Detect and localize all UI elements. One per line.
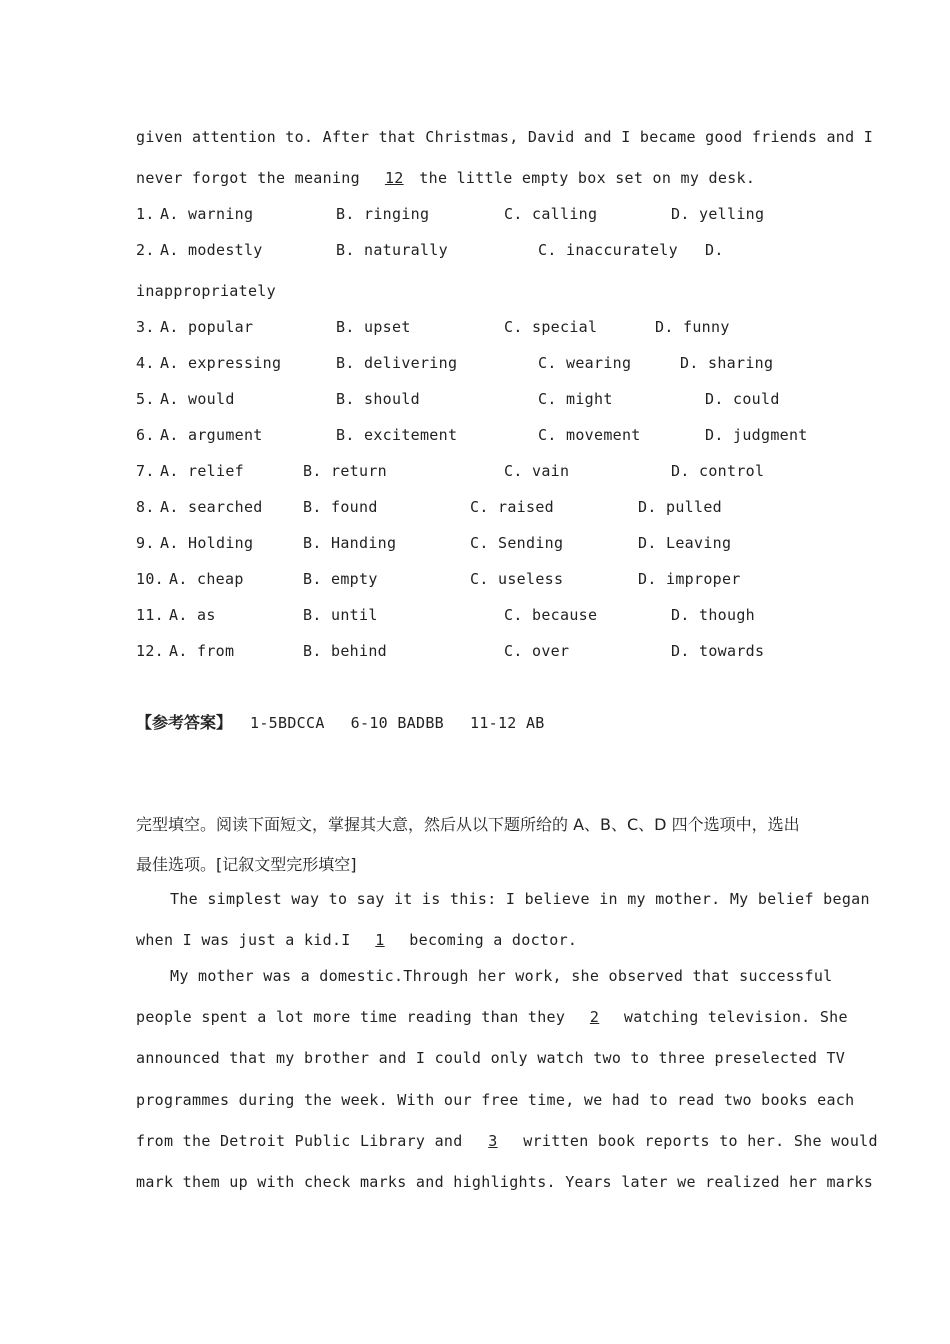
option-b: B. return bbox=[303, 462, 387, 480]
answer-part: 11-12 AB bbox=[469, 714, 545, 732]
option-a: A. expressing bbox=[160, 354, 282, 372]
instruction-line: 完型填空。阅读下面短文，掌握其大意，然后从以下题所给的 A、B、C、D 四个选项中，选出 bbox=[136, 815, 800, 834]
option-number: 6. bbox=[136, 426, 155, 444]
option-number: 11. bbox=[136, 606, 164, 624]
passage-line: My mother was a domestic.Through her work, she observed that successful bbox=[170, 967, 833, 985]
option-number: 5. bbox=[136, 390, 155, 408]
option-b: B. should bbox=[336, 390, 420, 408]
option-a: A. warning bbox=[160, 205, 254, 223]
option-number: 1. bbox=[136, 205, 155, 223]
option-b: B. behind bbox=[303, 642, 387, 660]
answer-key bbox=[136, 710, 545, 733]
passage-text: from the Detroit Public Library and bbox=[136, 1132, 472, 1150]
option-d: D. towards bbox=[671, 642, 765, 660]
option-b: B. Handing bbox=[303, 534, 397, 552]
option-number: 3. bbox=[136, 318, 155, 336]
option-b: B. excitement bbox=[336, 426, 458, 444]
option-a: A. cheap bbox=[169, 570, 244, 588]
option-d: D. could bbox=[705, 390, 780, 408]
option-number: 10. bbox=[136, 570, 164, 588]
option-a: A. from bbox=[169, 642, 235, 660]
option-c: C. vain bbox=[504, 462, 570, 480]
option-b: B. until bbox=[303, 606, 378, 624]
option-c: C. over bbox=[504, 642, 570, 660]
passage-line bbox=[136, 169, 755, 187]
passage-line bbox=[136, 1008, 848, 1026]
option-number: 2. bbox=[136, 241, 155, 259]
option-a: A. popular bbox=[160, 318, 254, 336]
option-number: 12. bbox=[136, 642, 164, 660]
instruction-line: 最佳选项。[记叙文型完形填空] bbox=[136, 855, 357, 874]
option-d: D. improper bbox=[638, 570, 741, 588]
option-d: D. Leaving bbox=[638, 534, 732, 552]
option-a: A. modestly bbox=[160, 241, 263, 259]
passage-text: becoming a doctor. bbox=[399, 931, 578, 949]
option-b: B. upset bbox=[336, 318, 411, 336]
answer-part: 6-10 BADBB bbox=[350, 714, 444, 732]
option-d: D. control bbox=[671, 462, 765, 480]
passage-line bbox=[136, 931, 577, 949]
option-d-wrap: inappropriately bbox=[136, 282, 276, 300]
option-a: A. as bbox=[169, 606, 216, 624]
option-b: B. naturally bbox=[336, 241, 448, 259]
answer-part: 1-5BDCCA bbox=[250, 714, 325, 732]
passage-text: watching television. She bbox=[614, 1008, 848, 1026]
blank-number: 3 bbox=[488, 1132, 498, 1150]
passage-line bbox=[136, 1132, 878, 1150]
option-c: C. movement bbox=[538, 426, 641, 444]
option-d: D. funny bbox=[655, 318, 730, 336]
option-number: 4. bbox=[136, 354, 155, 372]
passage-line: given attention to. After that Christmas, David and I became good friends and I bbox=[136, 128, 874, 146]
passage-text: when I was just a kid.I bbox=[136, 931, 360, 949]
option-d: D. judgment bbox=[705, 426, 808, 444]
option-number: 7. bbox=[136, 462, 155, 480]
passage-line: announced that my brother and I could only watch two to three preselected TV bbox=[136, 1049, 846, 1067]
passage-line: mark them up with check marks and highlights. Years later we realized her marks bbox=[136, 1173, 874, 1191]
option-d: D. yelling bbox=[671, 205, 765, 223]
passage-line: The simplest way to say it is this: I believe in my mother. My belief began bbox=[170, 890, 870, 908]
option-b: B. found bbox=[303, 498, 378, 516]
passage-line: programmes during the week. With our free time, we had to read two books each bbox=[136, 1091, 855, 1109]
option-b: B. delivering bbox=[336, 354, 458, 372]
option-c: C. because bbox=[504, 606, 598, 624]
option-b: B. empty bbox=[303, 570, 378, 588]
passage-text: written book reports to her. She would bbox=[513, 1132, 878, 1150]
option-c: C. useless bbox=[470, 570, 564, 588]
blank-number: 12 bbox=[384, 169, 404, 187]
option-a: A. relief bbox=[160, 462, 244, 480]
option-c: C. raised bbox=[470, 498, 554, 516]
option-d: D. pulled bbox=[638, 498, 722, 516]
option-a: A. argument bbox=[160, 426, 263, 444]
passage-text: the little empty box set on my desk. bbox=[419, 169, 756, 187]
option-c: C. wearing bbox=[538, 354, 632, 372]
blank-number: 2 bbox=[589, 1008, 600, 1026]
answer-label: 【参考答案】 bbox=[136, 713, 233, 732]
option-number: 9. bbox=[136, 534, 155, 552]
passage-text: people spent a lot more time reading than they bbox=[136, 1008, 575, 1026]
option-c: C. Sending bbox=[470, 534, 564, 552]
option-a: A. Holding bbox=[160, 534, 254, 552]
option-number: 8. bbox=[136, 498, 155, 516]
passage-text: never forgot the meaning bbox=[136, 169, 370, 187]
option-c: C. might bbox=[538, 390, 613, 408]
option-a: A. searched bbox=[160, 498, 263, 516]
option-d: D. sharing bbox=[680, 354, 774, 372]
option-c: C. special bbox=[504, 318, 598, 336]
blank-number: 1 bbox=[375, 931, 385, 949]
option-b: B. ringing bbox=[336, 205, 430, 223]
option-c: C. inaccurately bbox=[538, 241, 678, 259]
option-a: A. would bbox=[160, 390, 235, 408]
option-c: C. calling bbox=[504, 205, 598, 223]
option-d: D. though bbox=[671, 606, 755, 624]
option-d: D. bbox=[705, 241, 724, 259]
